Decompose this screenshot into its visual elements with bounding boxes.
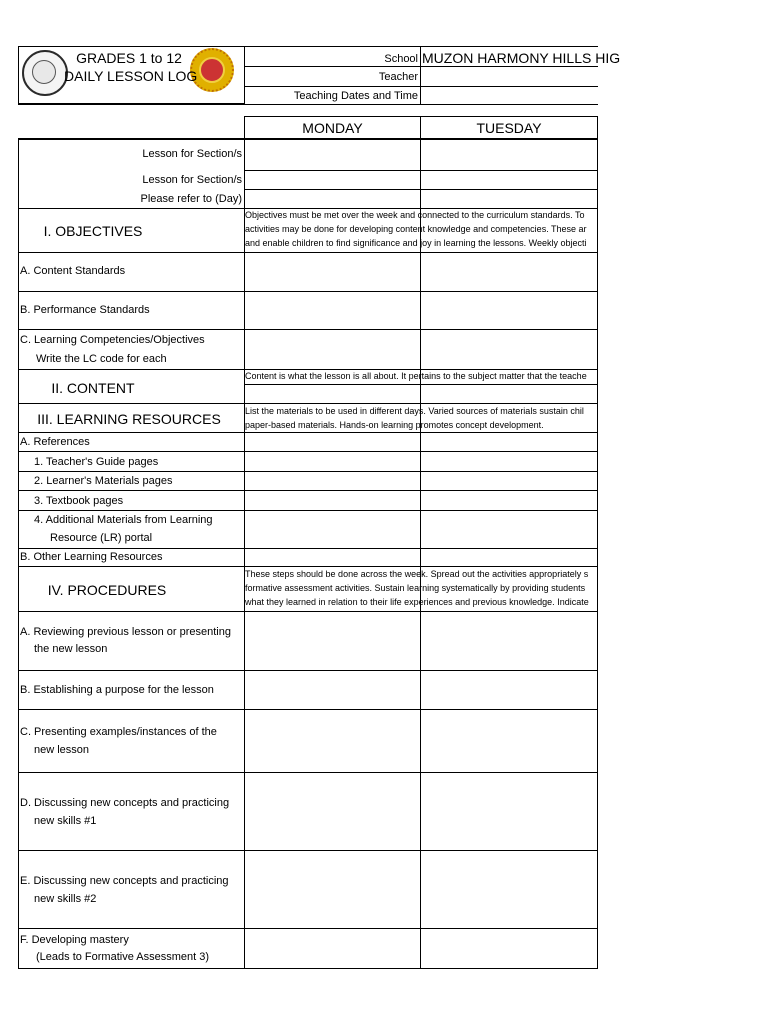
dates-label: Teaching Dates and Time xyxy=(293,90,418,102)
procedures-note-3: what they learned in relation to their life experiences and previous knowledge. Indicate xyxy=(245,597,589,607)
resources-note-2: paper-based materials. Hands-on learning promotes concept development. xyxy=(245,420,544,430)
proc-a-label-2: the new lesson xyxy=(34,643,108,655)
lesson-sections-label-1: Lesson for Section/s xyxy=(142,148,242,160)
proc-e-label-1: E. Discussing new concepts and practicing xyxy=(20,875,229,887)
objectives-heading: I. OBJECTIVES xyxy=(43,223,143,239)
proc-d-label-2: new skills #1 xyxy=(34,815,97,827)
content-heading: II. CONTENT xyxy=(51,380,135,396)
proc-a-label-1: A. Reviewing previous lesson or presenting xyxy=(20,626,231,638)
day-header-tuesday: TUESDAY xyxy=(476,120,542,136)
lesson-sections-label-2: Lesson for Section/s xyxy=(142,174,242,186)
learners-materials-label: 2. Learner's Materials pages xyxy=(34,475,173,487)
proc-b-label: B. Establishing a purpose for the lesson xyxy=(20,684,214,696)
school-value[interactable]: MUZON HARMONY HILLS HIG xyxy=(422,50,621,66)
deped-seal-logo xyxy=(22,50,68,96)
performance-standards-label: B. Performance Standards xyxy=(20,304,150,316)
teacher-label: Teacher xyxy=(378,71,418,83)
refer-day-label: Please refer to (Day) xyxy=(140,193,242,205)
objectives-note-1: Objectives must be met over the week and connected to the curriculum standards. To xyxy=(245,210,585,220)
proc-c-label-1: C. Presenting examples/instances of the xyxy=(20,726,217,738)
learning-resources-heading: III. LEARNING RESOURCES xyxy=(37,411,221,427)
proc-c-label-2: new lesson xyxy=(34,744,90,756)
objectives-note-3: and enable children to find significance and joy in learning the lessons. Weekly objecti xyxy=(245,238,587,248)
textbook-label: 3. Textbook pages xyxy=(34,495,124,507)
teacher-field[interactable] xyxy=(422,67,598,86)
proc-f-label-1: F. Developing mastery xyxy=(20,934,129,946)
procedures-heading: IV. PROCEDURES xyxy=(47,582,167,598)
dates-field[interactable] xyxy=(422,87,598,104)
learning-competencies-label: C. Learning Competencies/Objectives xyxy=(20,334,205,346)
other-resources-label: B. Other Learning Resources xyxy=(20,551,163,563)
lc-code-label: Write the LC code for each xyxy=(36,353,167,365)
proc-f-label-2: (Leads to Formative Assessment 3) xyxy=(36,951,210,963)
procedures-note-1: These steps should be done across the week. Spread out the activities appropriately s xyxy=(245,569,589,579)
title-line-1: GRADES 1 to 12 xyxy=(76,50,182,66)
procedures-note-2: formative assessment activities. Sustain learning systematically by providing students xyxy=(245,583,586,593)
additional-materials-label-2: Resource (LR) portal xyxy=(50,532,153,544)
additional-materials-label-1: 4. Additional Materials from Learning xyxy=(34,514,213,526)
content-note: Content is what the lesson is all about. It pertains to the subject matter that the teache xyxy=(245,371,587,381)
teachers-guide-label: 1. Teacher's Guide pages xyxy=(34,456,159,468)
objectives-note-2: activities may be done for developing content knowledge and competencies. These ar xyxy=(245,224,587,234)
title-line-2: DAILY LESSON LOG xyxy=(64,68,198,84)
proc-e-label-2: new skills #2 xyxy=(34,893,97,905)
proc-d-label-1: D. Discussing new concepts and practicing xyxy=(20,797,230,809)
day-header-monday: MONDAY xyxy=(302,120,363,136)
references-label: A. References xyxy=(20,436,90,448)
resources-note-1: List the materials to be used in different days. Varied sources of materials sustain chil xyxy=(245,406,584,416)
school-label: School xyxy=(384,53,418,65)
content-standards-label: A. Content Standards xyxy=(20,265,126,277)
